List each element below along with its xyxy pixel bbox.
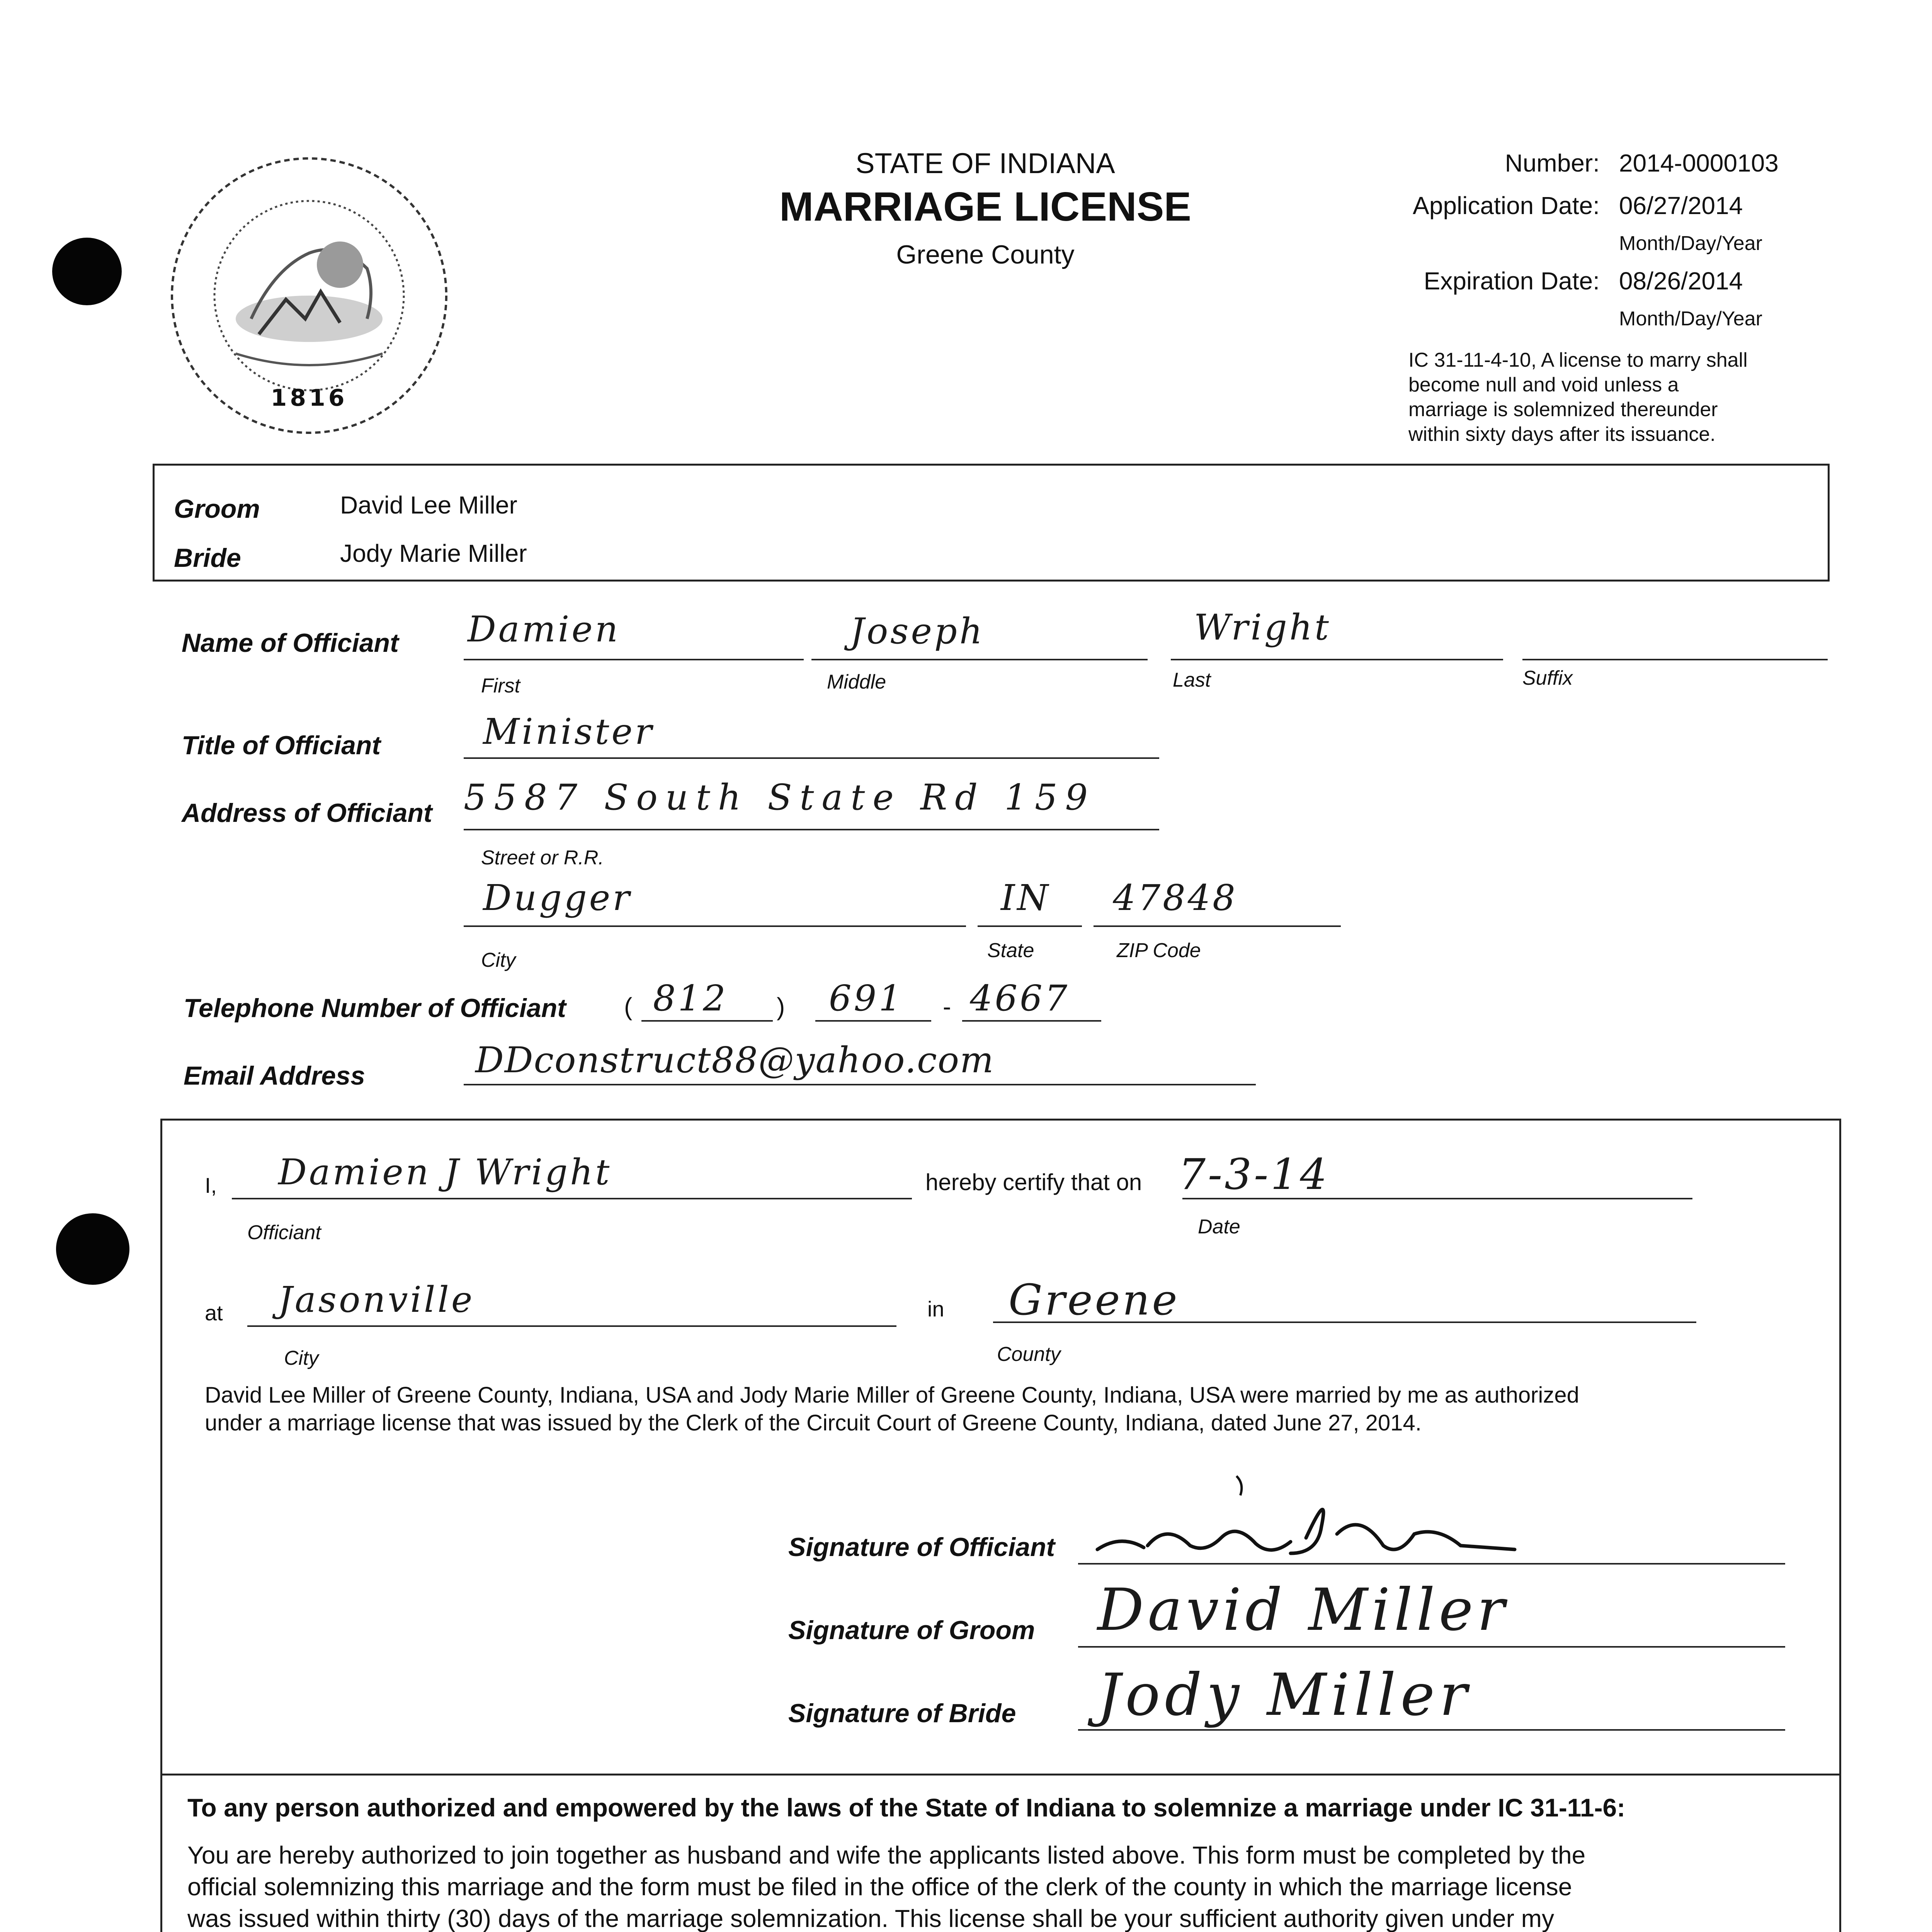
phone-close-paren: ): [777, 993, 785, 1020]
officiant-first-name: Damien: [468, 609, 620, 650]
bride-label: Bride: [174, 543, 241, 573]
marriage-statement-line: under a marriage license that was issued by the Clerk of the Circuit Court of Greene County, Indiana, dated June 27, 2014.: [205, 1410, 1422, 1435]
authorization-body-line: You are hereby authorized to join together as husband and wife the applicants listed above. This form must be completed by the: [187, 1841, 1586, 1869]
state-seal: [158, 153, 460, 439]
document-title: MARRIAGE LICENSE: [779, 184, 1191, 230]
certify-date-line: [1182, 1198, 1692, 1199]
certify-officiant-name: Damien J Wright: [278, 1151, 612, 1193]
certify-date-caption: Date: [1198, 1216, 1240, 1238]
groom-name: David Lee Miller: [340, 491, 517, 519]
first-caption: First: [481, 675, 520, 697]
suffix-line: [1522, 659, 1828, 660]
bride-signature-label: Signature of Bride: [788, 1699, 1016, 1728]
officiant-city: Dugger: [483, 877, 632, 918]
certify-county-caption: County: [997, 1343, 1061, 1366]
certify-city-caption: City: [284, 1347, 319, 1369]
officiant-signature-label: Signature of Officiant: [788, 1532, 1055, 1562]
first-name-line: [464, 659, 804, 660]
middle-caption: Middle: [827, 671, 886, 693]
expiration-date: 08/26/2014: [1619, 267, 1743, 295]
phone-dash: -: [943, 993, 951, 1020]
certify-city-line: [247, 1325, 896, 1327]
city-caption: City: [481, 949, 516, 971]
phone-line-line: [962, 1020, 1101, 1022]
zip-caption: ZIP Code: [1117, 939, 1201, 962]
license-number-label: Number:: [1505, 149, 1600, 177]
bride-name: Jody Marie Miller: [340, 539, 527, 567]
punch-hole-top: [52, 238, 122, 305]
authorization-heading: To any person authorized and empowered by the laws of the State of Indiana to solemnize a marriage under IC 31-11-6:: [187, 1793, 1626, 1822]
last-name-line: [1171, 659, 1503, 660]
officiant-last-name: Wright: [1194, 607, 1331, 648]
application-date-label: Application Date:: [1413, 192, 1600, 219]
validity-notice-line: marriage is solemnized thereunder: [1408, 398, 1718, 421]
seal-year: 1816: [270, 384, 348, 412]
certify-county: Greene: [1009, 1275, 1180, 1325]
street-caption: Street or R.R.: [481, 847, 604, 869]
state-caption: State: [987, 939, 1034, 962]
expiration-date-label: Expiration Date:: [1423, 267, 1600, 295]
validity-notice-line: within sixty days after its issuance.: [1408, 423, 1716, 446]
groom-signature: David Miller: [1097, 1577, 1509, 1644]
marriage-statement: [205, 1381, 1579, 1437]
last-caption: Last: [1173, 669, 1211, 691]
application-date: 06/27/2014: [1619, 192, 1743, 219]
certify-officiant-caption: Officiant: [247, 1221, 321, 1244]
officiant-street: 5587 South State Rd 159: [464, 777, 1096, 818]
officiant-address-label: Address of Officiant: [182, 798, 432, 828]
application-date-format: Month/Day/Year: [1619, 232, 1762, 255]
validity-notice-line: IC 31-11-4-10, A license to marry shall: [1408, 349, 1748, 371]
officiant-state: IN: [1001, 877, 1051, 918]
certify-date: 7-3-14: [1179, 1150, 1330, 1199]
officiant-email-label: Email Address: [184, 1061, 365, 1090]
title-line: [464, 757, 1159, 759]
certify-text: hereby certify that on: [925, 1169, 1142, 1195]
validity-notice-line: become null and void unless a: [1408, 374, 1679, 396]
phone-open-paren: (: [624, 993, 633, 1020]
officiant-signature: [1090, 1464, 1546, 1575]
certify-i-label: I,: [205, 1173, 217, 1197]
officiant-middle-name: Joseph: [850, 611, 985, 652]
officiant-email: DDconstruct88@yahoo.com: [475, 1039, 995, 1081]
marriage-statement-line: David Lee Miller of Greene County, Indiana, USA and Jody Marie Miller of Greene County, Indiana, USA were married by me as authorized: [205, 1383, 1579, 1408]
validity-notice: [1408, 348, 1748, 447]
officiant-name-label: Name of Officiant: [182, 628, 399, 658]
certify-officiant-line: [232, 1198, 912, 1199]
phone-line-number: 4667: [970, 978, 1070, 1019]
phone-prefix-line: [815, 1020, 931, 1022]
certify-in-label: in: [927, 1297, 944, 1321]
phone-prefix: 691: [829, 978, 904, 1019]
groom-label: Groom: [174, 494, 260, 524]
officiant-signature-line: [1078, 1563, 1785, 1565]
certify-at-label: at: [205, 1301, 223, 1325]
officiant-title: Minister: [483, 711, 654, 752]
zip-line: [1094, 925, 1341, 927]
suffix-caption: Suffix: [1522, 667, 1573, 689]
phone-area-code: 812: [653, 978, 728, 1019]
county-heading: Greene County: [896, 240, 1075, 269]
bride-signature-line: [1078, 1729, 1785, 1731]
state-heading: STATE OF INDIANA: [855, 147, 1115, 179]
phone-area-line: [641, 1020, 773, 1022]
officiant-signature-scribble: [1090, 1464, 1546, 1573]
email-line: [464, 1084, 1256, 1085]
certify-city: Jasonville: [278, 1279, 475, 1320]
officiant-phone-label: Telephone Number of Officiant: [184, 993, 566, 1023]
expiration-date-format: Month/Day/Year: [1619, 308, 1762, 330]
authorization-body: [187, 1839, 1585, 1932]
authorization-body-line: was issued within thirty (30) days of the marriage solemnization. This license shall be your sufficient authority given under my: [187, 1905, 1554, 1932]
authorization-body-line: official solemnizing this marriage and the form must be filed in the office of the clerk of the county in which the marriage license: [187, 1873, 1572, 1901]
certificate-divider: [160, 1774, 1839, 1776]
middle-name-line: [811, 659, 1148, 660]
groom-signature-line: [1078, 1646, 1785, 1648]
bride-signature: Jody Miller: [1097, 1662, 1472, 1729]
street-line: [464, 829, 1159, 830]
officiant-zip: 47848: [1113, 877, 1238, 918]
officiant-title-label: Title of Officiant: [182, 731, 381, 760]
groom-signature-label: Signature of Groom: [788, 1616, 1035, 1645]
certify-county-line: [993, 1321, 1696, 1323]
punch-hole-middle: [56, 1213, 129, 1285]
license-number: 2014-0000103: [1619, 149, 1779, 177]
city-line: [464, 925, 966, 927]
state-line: [978, 925, 1082, 927]
